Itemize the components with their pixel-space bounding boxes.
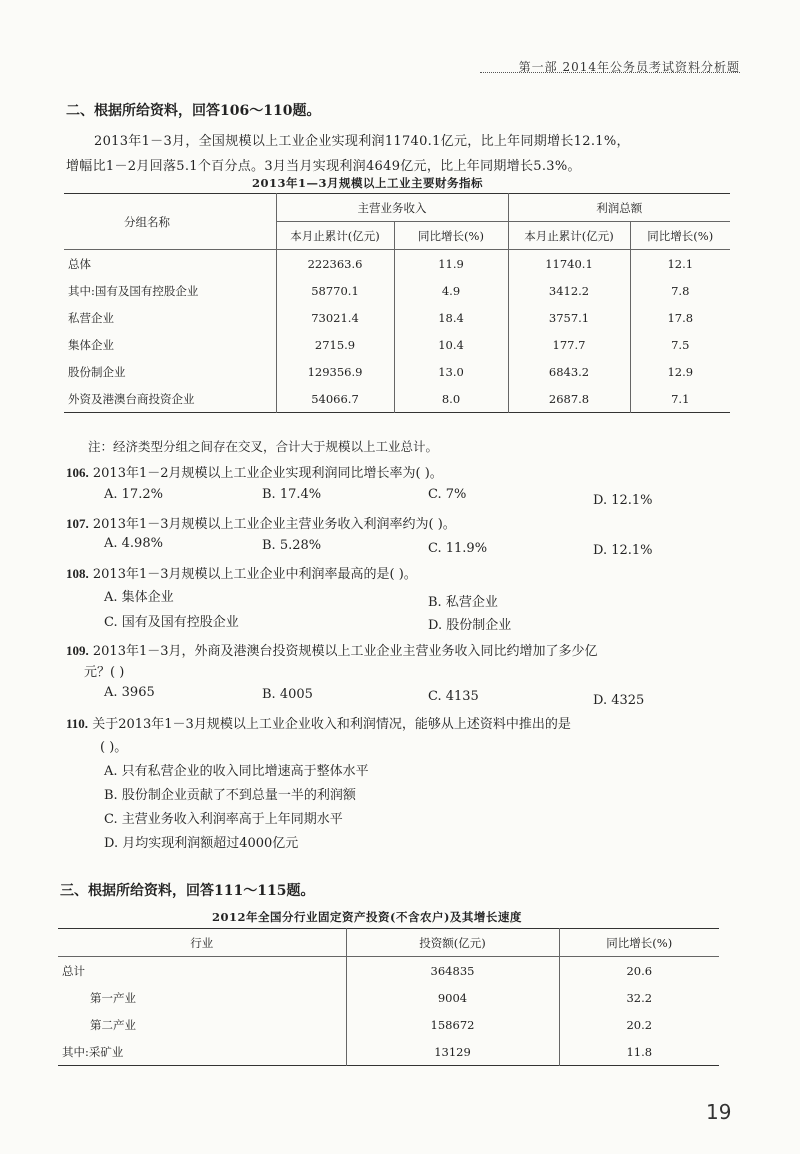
table-1-title: 2013年1—3月规模以上工业主要财务指标	[252, 176, 484, 190]
row-name: 股份制企业	[64, 358, 276, 385]
option-c[interactable]: C. 11.9%	[428, 541, 488, 556]
question-109-cont: 元？( )	[84, 665, 125, 680]
profit-growth: 7.8	[671, 283, 690, 298]
option-b[interactable]: B. 4005	[262, 687, 313, 702]
option-a[interactable]: A. 3965	[104, 685, 155, 700]
question-107	[66, 513, 456, 532]
row-name: 其中:国有及国有控股企业	[64, 277, 276, 304]
revenue-value: 129356.9	[276, 358, 394, 385]
option-c[interactable]: C. 国有及国有控股企业	[104, 615, 239, 630]
investment-growth: 11.8	[626, 1044, 653, 1059]
running-title: 第一部 2014年公务员考试资料分析题	[518, 60, 740, 74]
table-1-subheader: 同比增长(%)	[394, 222, 508, 250]
question-number: 110.	[66, 716, 89, 731]
question-number: 106.	[66, 465, 89, 480]
option-b[interactable]: B. 股份制企业贡献了不到总量一半的利润额	[104, 788, 356, 803]
question-110-cont: ( )。	[100, 740, 128, 755]
table-2-header-amount: 投资额(亿元)	[346, 929, 559, 957]
option-b[interactable]: B. 私营企业	[428, 595, 498, 610]
row-name: 第二产业	[58, 1011, 346, 1038]
paragraph-line-2: 增幅比1－2月回落5.1个百分点。3月当月实现利润4649亿元，比上年同期增长5.3%。	[66, 159, 581, 174]
option-c[interactable]: C. 7%	[428, 487, 467, 502]
financial-table	[64, 193, 730, 413]
question-text: 2013年1－3月，外商及港澳台投资规模以上工业企业主营业务收入同比约增加了多少亿	[92, 644, 598, 659]
row-name: 集体企业	[64, 331, 276, 358]
option-a[interactable]: A. 集体企业	[104, 590, 174, 605]
revenue-value: 58770.1	[276, 277, 394, 304]
table-row	[64, 304, 730, 331]
row-name: 第一产业	[58, 984, 346, 1011]
row-name: 私营企业	[64, 304, 276, 331]
investment-table	[58, 928, 719, 1066]
table-note: 注：经济类型分组之间存在交叉，合计大于规模以上工业总计。	[88, 439, 439, 454]
table-1-subheader: 本月止累计(亿元)	[276, 222, 394, 250]
profit-growth: 7.5	[671, 337, 690, 352]
investment-growth: 32.2	[626, 990, 653, 1005]
table-2-title: 2012年全国分行业固定资产投资(不含农户)及其增长速度	[212, 910, 522, 924]
question-text: 2013年1－3月规模以上工业企业中利润率最高的是( )。	[92, 567, 417, 582]
revenue-value: 2715.9	[276, 331, 394, 358]
table-1-profit-group: 利润总额	[508, 194, 730, 222]
table-1-revenue-group: 主营业务收入	[276, 194, 508, 222]
table-1-subheader: 同比增长(%)	[630, 222, 730, 250]
profit-value: 2687.8	[508, 385, 630, 413]
revenue-value: 73021.4	[276, 304, 394, 331]
table-2-header-growth: 同比增长(%)	[559, 929, 719, 957]
table-row	[64, 277, 730, 304]
question-108	[66, 563, 417, 582]
question-text: 2013年1－2月规模以上工业企业实现利润同比增长率为( )。	[92, 466, 443, 481]
revenue-growth: 11.9	[394, 250, 508, 278]
row-name: 总体	[64, 250, 276, 278]
question-number: 107.	[66, 516, 89, 531]
question-106	[66, 462, 443, 481]
profit-growth: 7.1	[671, 391, 690, 406]
profit-value: 6843.2	[508, 358, 630, 385]
table-row	[64, 331, 730, 358]
question-text: 关于2013年1－3月规模以上工业企业收入和利润情况，能够从上述资料中推出的是	[92, 717, 571, 732]
option-b[interactable]: B. 5.28%	[262, 538, 322, 553]
option-d[interactable]: D. 12.1%	[593, 543, 653, 558]
option-c[interactable]: C. 主营业务收入利润率高于上年同期水平	[104, 812, 343, 827]
row-name: 外资及港澳台商投资企业	[64, 385, 276, 413]
profit-value: 11740.1	[508, 250, 630, 278]
section-3-heading: 三、根据所给资料，回答111～115题。	[60, 883, 315, 899]
row-name: 总计	[58, 957, 346, 985]
profit-value: 3412.2	[508, 277, 630, 304]
option-d[interactable]: D. 12.1%	[593, 493, 653, 508]
table-row	[58, 957, 719, 985]
investment-amount: 9004	[346, 984, 559, 1011]
table-1-subheader: 本月止累计(亿元)	[508, 222, 630, 250]
profit-value: 177.7	[508, 331, 630, 358]
question-109	[66, 640, 598, 659]
page-number: 19	[706, 1100, 732, 1124]
table-row	[64, 385, 730, 413]
table-row	[58, 1011, 719, 1038]
table-2-header-industry: 行业	[58, 929, 346, 957]
revenue-value: 222363.6	[276, 250, 394, 278]
option-c[interactable]: C. 4135	[428, 689, 479, 704]
question-number: 109.	[66, 643, 89, 658]
question-110	[66, 713, 571, 732]
row-name: 其中:采矿业	[58, 1038, 346, 1066]
investment-amount: 364835	[346, 957, 559, 985]
table-row	[58, 984, 719, 1011]
investment-growth: 20.2	[626, 1017, 653, 1032]
option-a[interactable]: A. 只有私营企业的收入同比增速高于整体水平	[104, 764, 369, 779]
option-a[interactable]: A. 4.98%	[104, 536, 163, 551]
option-d[interactable]: D. 股份制企业	[428, 618, 512, 633]
section-2-heading: 二、根据所给资料，回答106～110题。	[66, 103, 321, 119]
investment-growth: 20.6	[626, 963, 653, 978]
profit-growth: 12.1	[667, 256, 694, 271]
revenue-growth: 8.0	[394, 385, 508, 413]
option-d[interactable]: D. 月均实现利润额超过4000亿元	[104, 836, 299, 851]
revenue-growth: 10.4	[394, 331, 508, 358]
revenue-growth: 4.9	[394, 277, 508, 304]
paragraph-line-1: 2013年1－3月，全国规模以上工业企业实现利润11740.1亿元，比上年同期增长12.1%，	[94, 134, 630, 149]
table-row	[58, 1038, 719, 1066]
option-d[interactable]: D. 4325	[593, 693, 645, 708]
investment-amount: 158672	[346, 1011, 559, 1038]
question-text: 2013年1－3月规模以上工业企业主营业务收入利润率约为( )。	[92, 517, 456, 532]
profit-value: 3757.1	[508, 304, 630, 331]
table-1-col-group: 分组名称	[64, 194, 276, 250]
revenue-growth: 13.0	[394, 358, 508, 385]
table-row	[64, 358, 730, 385]
investment-amount: 13129	[346, 1038, 559, 1066]
revenue-growth: 18.4	[394, 304, 508, 331]
option-a[interactable]: A. 17.2%	[104, 487, 163, 502]
profit-growth: 17.8	[667, 310, 694, 325]
option-b[interactable]: B. 17.4%	[262, 487, 322, 502]
profit-growth: 12.9	[667, 364, 694, 379]
question-number: 108.	[66, 566, 89, 581]
revenue-value: 54066.7	[276, 385, 394, 413]
table-row	[64, 250, 730, 278]
